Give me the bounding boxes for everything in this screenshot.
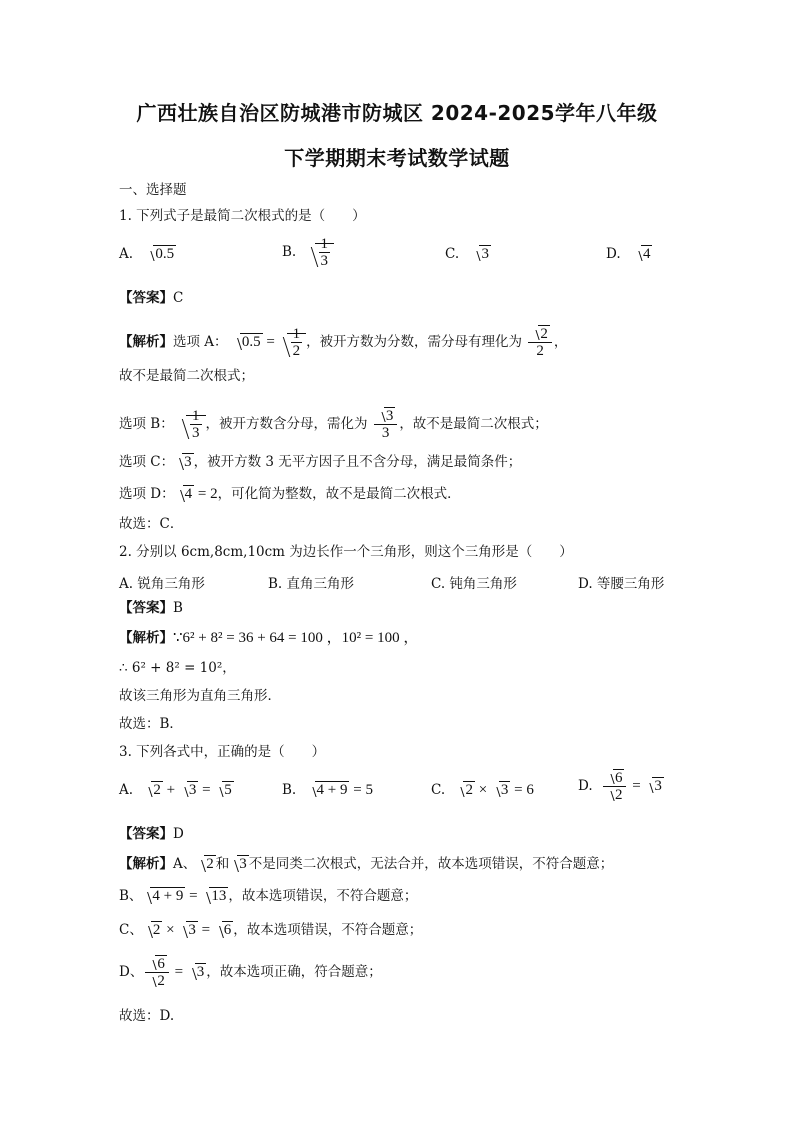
q2-option-d[interactable]: D. 等腰三角形 (578, 576, 665, 592)
q3-analysis-c: C、 2 × 3 = 6 ，故本选项错误，不符合题意； (119, 922, 423, 938)
q3-answer: 【答案】D (119, 826, 184, 842)
q1-analysis-a: 【解析】选项 A： 0.5 = $\frac{1}{2}$ ，被开方数为分数，需分母有理化为 $\frac{2}{2}$ ， (119, 326, 568, 360)
q1-stem: 1. 下列式子是最简二次根式的是（ ） (119, 208, 366, 224)
q1-answer: 【答案】C (119, 290, 184, 306)
q3-stem: 3. 下列各式中，正确的是（ ） (119, 744, 326, 760)
q1-conclusion: 故选：C． (119, 516, 184, 532)
q3-option-d[interactable]: D. $\frac{6}{2}$ = 3 (578, 770, 662, 803)
doc-title-line2: 下学期期末考试数学试题 (284, 146, 510, 170)
q2-conclusion: 故选：B． (119, 716, 183, 732)
q3-conclusion: 故选：D. (119, 1008, 175, 1024)
q1-analysis-b: 选项 B： $\frac{1}{3}$ ，被开方数含分母，需化为 $\frac{3}{3}$ ，故不是最简二次根式； (119, 408, 548, 442)
q3-option-c[interactable]: C. 2 × 3 = 6 (431, 782, 534, 798)
q3-analysis-d: D、 $\frac{6}{2}$ = 3 ，故本选项正确，符合题意； (119, 956, 382, 989)
q2-analysis-3: 故该三角形为直角三角形． (119, 688, 281, 704)
q1-analysis-c: 选项 C： 3 ，被开方数 3 无平方因子且不含分母，满足最简条件； (119, 454, 522, 470)
q2-option-b[interactable]: B. 直角三角形 (268, 576, 355, 592)
q1-option-b[interactable]: B. $\frac{1}{3}$ (282, 236, 334, 269)
q3-analysis-b: B、 4 + 9 = 13 ，故本选项错误，不符合题意； (119, 888, 418, 904)
q1-option-c[interactable]: C. 3 (445, 246, 489, 262)
q3-option-b[interactable]: B. 4 + 9 = 5 (282, 782, 373, 798)
q3-analysis-a: 【解析】A、 2 和 3 不是同类二次根式，无法合并，故本选项错误，不符合题意； (119, 856, 614, 872)
q1-analysis-d: 选项 D： 4 = 2，可化简为整数，故不是最简二次根式． (119, 486, 461, 502)
q2-analysis-1: 【解析】∵6² + 8² = 36 + 64 = 100 ，10² = 100 ， (119, 630, 419, 646)
q2-option-a[interactable]: A. 锐角三角形 (119, 576, 205, 592)
section-heading: 一、选择题 (119, 182, 187, 198)
doc-title-line1: 广西壮族自治区防城港市防城区 2024-2025学年八年级 (136, 101, 658, 125)
q2-stem: 2. 分别以 6cm,8cm,10cm 为边长作一个三角形，则这个三角形是（ ） (119, 544, 573, 560)
q3-option-a[interactable]: A. 2 + 3 = 5 (119, 782, 232, 798)
q2-answer: 【答案】B (119, 600, 183, 616)
q1-analysis-a2: 故不是最简二次根式； (119, 368, 254, 384)
q2-option-c[interactable]: C. 钝角三角形 (431, 576, 517, 592)
q2-analysis-2: ∴ 6² + 8² = 10²， (119, 660, 236, 676)
q1-option-d[interactable]: D. 4 (606, 246, 651, 262)
q1-option-a[interactable]: A. 0.5 (119, 246, 175, 262)
